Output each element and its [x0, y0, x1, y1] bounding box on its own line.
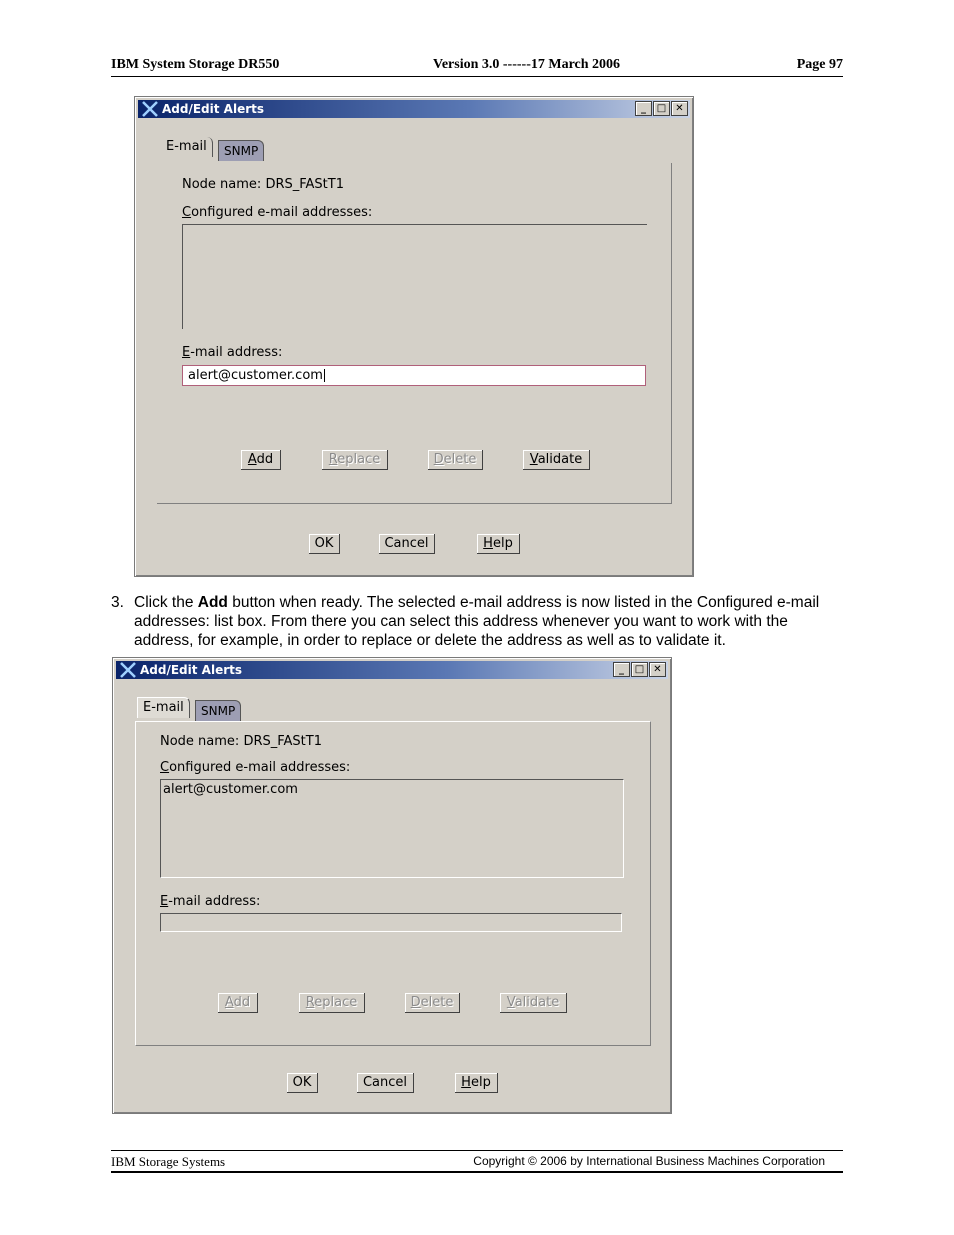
window-x-icon	[119, 662, 137, 678]
mnemonic-e: E	[182, 345, 191, 360]
header-page-number: Page 97	[796, 57, 843, 72]
email-address-label	[160, 894, 260, 909]
mnemonic-c: C	[160, 760, 170, 775]
dialog-title: Add/Edit Alerts	[140, 663, 242, 677]
step-text: Click the Add button when ready. The selected e-mail address is now listed in the Configured e-mail addresses: list box. From there you can select this address whenever you want to work with the address, for example, in order to replace or delete the address as well as to validate it.	[134, 594, 820, 649]
email-address-input[interactable]	[160, 913, 622, 932]
cancel-button[interactable]: Cancel	[379, 534, 435, 554]
footer-company: IBM Storage Systems	[111, 1154, 226, 1169]
email-address-label	[182, 345, 282, 360]
minimize-icon[interactable]: _	[613, 662, 630, 677]
email-address-input[interactable]	[182, 365, 646, 386]
cancel-button[interactable]: Cancel	[357, 1073, 414, 1093]
help-button[interactable]: Help	[477, 534, 520, 554]
label-text: onfigured e-mail addresses:	[169, 760, 351, 775]
delete-button[interactable]: Delete	[428, 450, 483, 470]
maximize-icon[interactable]: □	[653, 101, 670, 116]
step-number: 3.	[111, 594, 124, 611]
minimize-icon[interactable]: _	[635, 101, 652, 116]
list-item[interactable]: alert@customer.com	[163, 782, 298, 797]
close-icon[interactable]: ✕	[671, 101, 688, 116]
configured-addresses-label	[160, 760, 350, 775]
validate-button[interactable]: Validate	[500, 993, 567, 1013]
replace-button[interactable]: Replace	[299, 993, 365, 1013]
mnemonic-e: E	[160, 894, 169, 909]
delete-button[interactable]: Delete	[405, 993, 460, 1013]
node-name-label: Node name: DRS_FAStT1	[160, 734, 322, 749]
footer-copyright: Copyright © 2006 by International Business Machines Corporation	[473, 1154, 825, 1168]
configured-addresses-label	[182, 205, 372, 220]
configured-addresses-listbox[interactable]	[160, 779, 624, 878]
tab-email[interactable]: E-mail	[137, 697, 190, 718]
add-emphasis: Add	[197, 594, 228, 611]
configured-addresses-listbox[interactable]	[182, 224, 647, 329]
label-text: -mail address:	[190, 345, 283, 360]
help-button[interactable]: Help	[455, 1073, 498, 1093]
dialog-title: Add/Edit Alerts	[162, 102, 264, 116]
ok-button[interactable]: OK	[309, 534, 340, 554]
tab-snmp[interactable]: SNMP	[195, 700, 241, 721]
ok-button[interactable]: OK	[287, 1073, 318, 1093]
node-name-label: Node name: DRS_FAStT1	[182, 177, 344, 192]
close-icon[interactable]: ✕	[649, 662, 666, 677]
window-x-icon	[141, 101, 159, 117]
header-version: Version 3.0 ------17 March 2006	[433, 57, 621, 72]
tab-snmp[interactable]: SNMP	[218, 140, 264, 161]
dialog-titlebar[interactable]	[116, 661, 668, 679]
page-header	[111, 56, 843, 77]
validate-button[interactable]: Validate	[523, 450, 590, 470]
header-title: IBM System Storage DR550	[111, 57, 280, 72]
tab-email[interactable]: E-mail	[161, 137, 213, 157]
input-value: alert@customer.com	[188, 368, 323, 383]
add-button[interactable]: Add	[241, 450, 281, 470]
page-footer	[111, 1150, 843, 1173]
label-text: onfigured e-mail addresses:	[191, 205, 373, 220]
add-button[interactable]: Add	[218, 993, 258, 1013]
dialog-titlebar[interactable]	[138, 100, 690, 118]
maximize-icon[interactable]: □	[631, 662, 648, 677]
add-edit-alerts-dialog-2	[112, 657, 672, 1114]
replace-button[interactable]: Replace	[322, 450, 388, 470]
label-text: -mail address:	[168, 894, 261, 909]
text-cursor-icon	[324, 369, 325, 382]
add-edit-alerts-dialog-1	[134, 96, 694, 577]
mnemonic-c: C	[182, 205, 192, 220]
